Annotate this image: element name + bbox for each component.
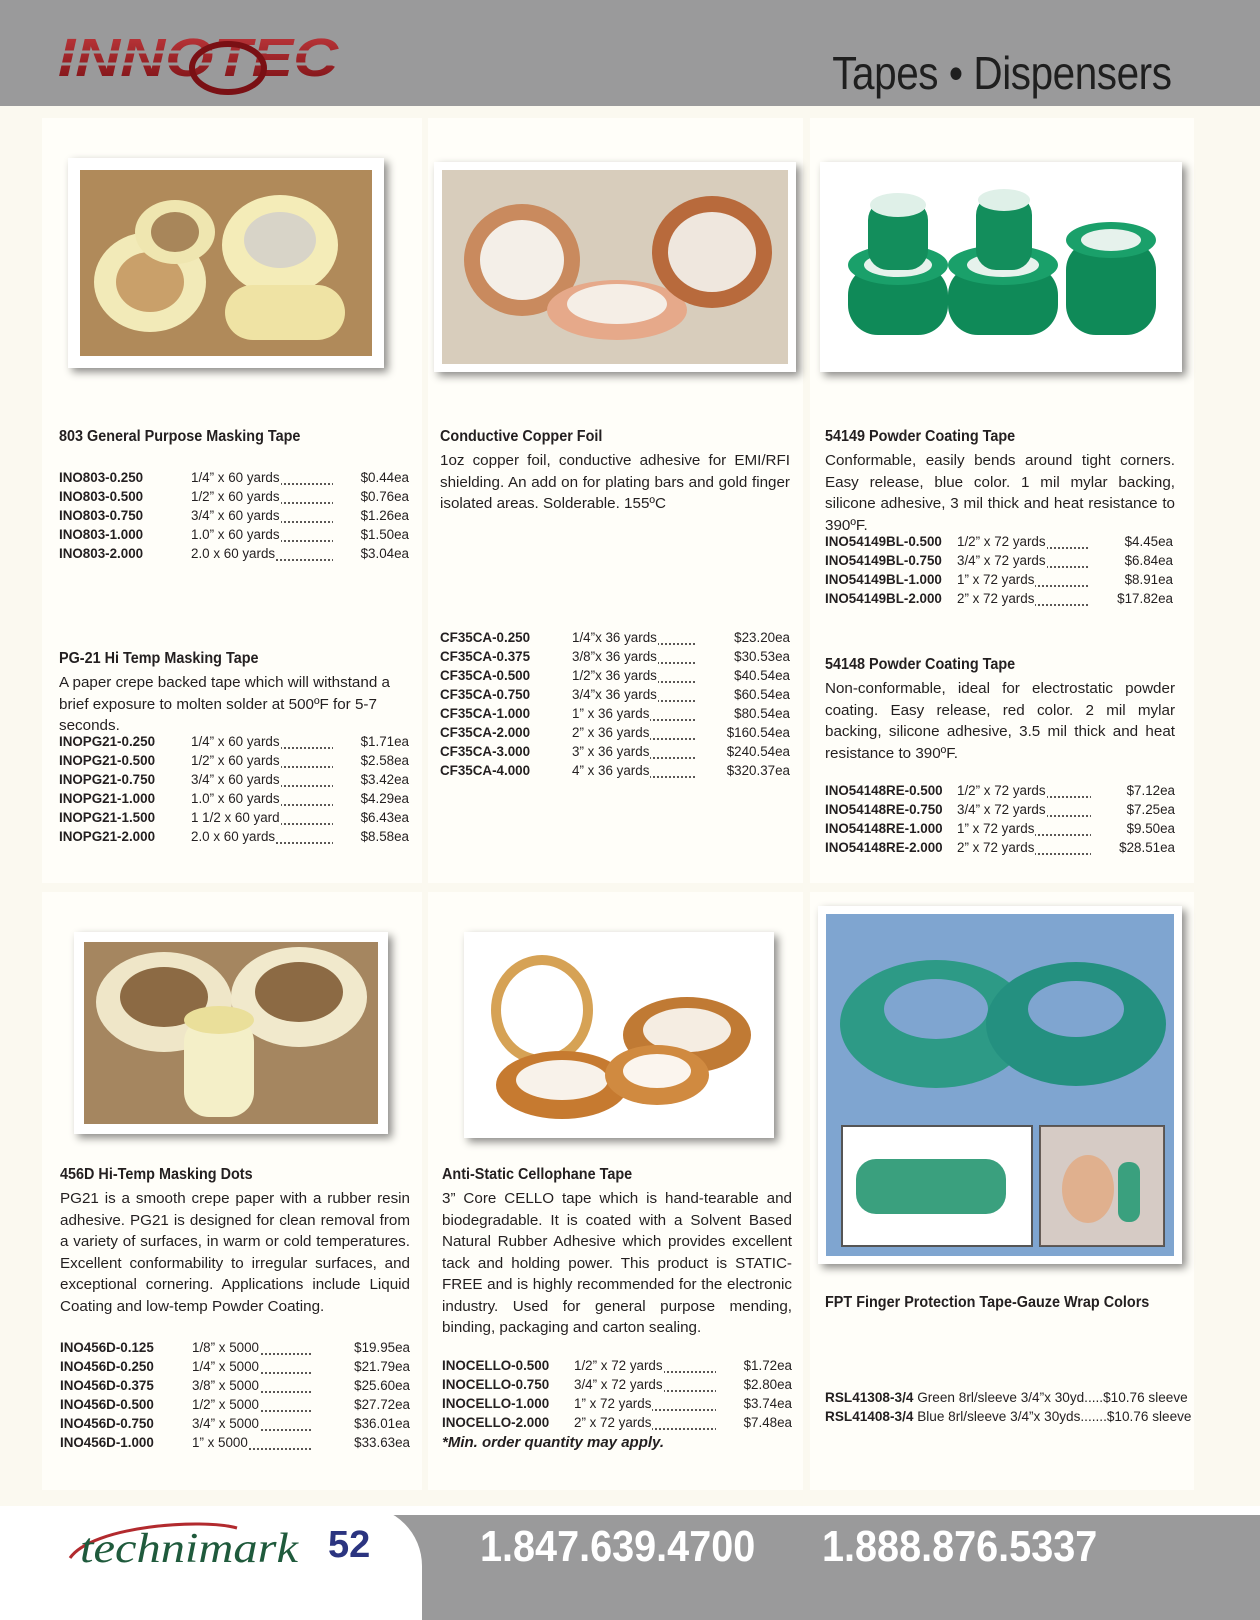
- size: 1/2” x 72 yards: [957, 781, 1091, 800]
- sku: INOPG21-0.250: [59, 734, 156, 749]
- price: $7.48ea: [743, 1415, 792, 1430]
- price: $33.63ea: [354, 1435, 410, 1450]
- table-row: [59, 827, 409, 846]
- price: $7.25ea: [1126, 802, 1175, 817]
- price: $3.74ea: [743, 1396, 792, 1411]
- table-row: [59, 487, 409, 506]
- price: $8.58ea: [360, 829, 409, 844]
- price: $1.26ea: [360, 508, 409, 523]
- size: 1/4” x 60 yards: [191, 468, 333, 487]
- sku: INOCELLO-0.500: [442, 1358, 550, 1373]
- section-desc-pg21: A paper crepe backed tape which will withstand a brief exposure to molten solder at 500ºF for 5-7 seconds.: [59, 674, 390, 734]
- section-title-54148: 54148 Powder Coating Tape: [825, 656, 1016, 673]
- masking-dots-photo: [74, 932, 388, 1134]
- table-row: [59, 506, 409, 525]
- sku: INO54148RE-2.000: [825, 840, 943, 855]
- fpt-line-green: [825, 1390, 1188, 1405]
- size: 3/4” x 72 yards: [957, 551, 1090, 570]
- sku: INO456D-1.000: [60, 1435, 154, 1450]
- table-row: [442, 1394, 792, 1413]
- table-row: [60, 1395, 410, 1414]
- size: 1/4” x 5000: [192, 1357, 312, 1376]
- size: 3/4” x 72 yards: [957, 800, 1091, 819]
- sku: INO803-0.750: [59, 508, 144, 523]
- sku: INO803-0.500: [59, 489, 144, 504]
- price: $160.54ea: [726, 725, 790, 740]
- phone-number-1: 1.847.639.4700: [480, 1522, 756, 1571]
- size: 1” x 36 yards: [572, 704, 697, 723]
- price: $1.71ea: [360, 734, 409, 749]
- sku: CF35CA-0.500: [440, 668, 531, 683]
- price-table-456d: [60, 1338, 410, 1452]
- table-row: [59, 808, 409, 827]
- size: 3/4”x 36 yards: [572, 685, 697, 704]
- price: $60.54ea: [734, 687, 790, 702]
- price: $30.53ea: [734, 649, 790, 664]
- table-row: [59, 525, 409, 544]
- table-row: [825, 589, 1173, 608]
- price-table-803: [59, 468, 409, 563]
- table-row: [59, 732, 409, 751]
- sku: CF35CA-0.250: [440, 630, 531, 645]
- table-row: [442, 1375, 792, 1394]
- size: 1/2” x 60 yards: [191, 751, 333, 770]
- table-row: [440, 685, 790, 704]
- price: $7.12ea: [1126, 783, 1175, 798]
- size: 1/4” x 60 yards: [191, 732, 333, 751]
- size: 2” x 72 yards: [957, 589, 1090, 608]
- table-row: [825, 570, 1173, 589]
- line-text: Blue 8rl/sleeve 3/4”x 30yds.......$10.76 sleeve: [913, 1409, 1192, 1424]
- price: $17.82ea: [1117, 591, 1173, 606]
- table-row: [59, 789, 409, 808]
- sku: INO54148RE-0.500: [825, 783, 943, 798]
- sku: INO54149BL-0.500: [825, 534, 942, 549]
- size: 1 1/2 x 60 yard: [191, 808, 333, 827]
- sku: INOCELLO-2.000: [442, 1415, 550, 1430]
- size: 1” x 5000: [192, 1433, 312, 1452]
- price: $25.60ea: [354, 1378, 410, 1393]
- price: $19.95ea: [354, 1340, 410, 1355]
- section-title-cellophane: Anti-Static Cellophane Tape: [442, 1166, 633, 1183]
- size: 1/8” x 5000: [192, 1338, 312, 1357]
- price: $3.42ea: [360, 772, 409, 787]
- size: 3/4” x 72 yards: [574, 1375, 716, 1394]
- price: $4.45ea: [1124, 534, 1173, 549]
- table-row: [825, 551, 1173, 570]
- table-row: [440, 723, 790, 742]
- table-row: [442, 1356, 792, 1375]
- table-row: [59, 544, 409, 563]
- section-title-54149: 54149 Powder Coating Tape: [825, 428, 1016, 445]
- section-desc-54148: Non-conformable, ideal for electrostatic powder coating. Easy release, red color. 2 mil mylar backing, silicone adhesive, 3.5 mil thick and heat resistance to 390ºF.: [825, 680, 1175, 762]
- sku: CF35CA-0.375: [440, 649, 531, 664]
- masking-tape-photo: [68, 158, 384, 368]
- price: $0.76ea: [360, 489, 409, 504]
- price: $1.72ea: [743, 1358, 792, 1373]
- section-title-fpt: FPT Finger Protection Tape-Gauze Wrap Colors: [825, 1294, 1150, 1311]
- table-row: [60, 1376, 410, 1395]
- size: 2.0 x 60 yards: [191, 827, 333, 846]
- sku: INO456D-0.375: [60, 1378, 154, 1393]
- price: $2.58ea: [360, 753, 409, 768]
- sku: INO54149BL-0.750: [825, 553, 942, 568]
- table-row: [60, 1357, 410, 1376]
- table-row: [60, 1433, 410, 1452]
- price: $21.79ea: [354, 1359, 410, 1374]
- sku: INO54148RE-0.750: [825, 802, 943, 817]
- price: $4.29ea: [360, 791, 409, 806]
- price: $320.37ea: [726, 763, 790, 778]
- section-title-803: 803 General Purpose Masking Tape: [59, 428, 301, 445]
- size: 3/4” x 5000: [192, 1414, 312, 1433]
- table-row: [440, 628, 790, 647]
- sku: CF35CA-4.000: [440, 763, 531, 778]
- svg-text:INNOTEC: INNOTEC: [58, 28, 340, 88]
- table-row: [440, 647, 790, 666]
- sku: INOPG21-0.750: [59, 772, 156, 787]
- price-table-cellophane: [442, 1356, 792, 1432]
- price: $40.54ea: [734, 668, 790, 683]
- size: 2” x 72 yards: [957, 838, 1091, 857]
- line-text: Green 8rl/sleeve 3/4”x 30yd.....$10.76 sleeve: [913, 1390, 1188, 1405]
- finger-protection-tape-photo: [818, 906, 1182, 1264]
- technimark-logo: [52, 1514, 312, 1586]
- size: 3/4” x 60 yards: [191, 506, 333, 525]
- section-desc-cellophane: 3” Core CELLO tape which is hand-tearable and biodegradable. It is coated with a Solvent Based Natural Rubber Adhesive which provides excellent tack and holding power. This product is STATIC-FREE and is highly recommended for the electronic industry. Used for general purpose mending, binding, packaging and carton sealing.: [442, 1190, 792, 1336]
- price: $9.50ea: [1126, 821, 1175, 836]
- copper-foil-photo: [434, 162, 796, 372]
- page-title: Tapes • Dispensers: [832, 47, 1172, 99]
- size: 4” x 36 yards: [572, 761, 697, 780]
- size: 2” x 36 yards: [572, 723, 697, 742]
- sku: CF35CA-3.000: [440, 744, 531, 759]
- table-row: [825, 532, 1173, 551]
- size: 1/2” x 72 yards: [574, 1356, 716, 1375]
- size: 1/2” x 72 yards: [957, 532, 1090, 551]
- page-number: 52: [328, 1524, 371, 1566]
- table-row: [440, 761, 790, 780]
- size: 3/8” x 5000: [192, 1376, 312, 1395]
- size: 1.0” x 60 yards: [191, 525, 333, 544]
- price: $27.72ea: [354, 1397, 410, 1412]
- sku: INO456D-0.125: [60, 1340, 154, 1355]
- price: $6.43ea: [360, 810, 409, 825]
- price: $0.44ea: [360, 470, 409, 485]
- price: $80.54ea: [734, 706, 790, 721]
- sku: INO456D-0.250: [60, 1359, 154, 1374]
- table-row: [825, 800, 1175, 819]
- size: 1/2”x 36 yards: [572, 666, 697, 685]
- price: $2.80ea: [743, 1377, 792, 1392]
- size: 1” x 72 yards: [957, 819, 1091, 838]
- section-desc-54149: Conformable, easily bends around tight corners. Easy release, blue color. 1 mil mylar backing, silicone adhesive, 3 mil thick and heat resistance to 390ºF.: [825, 452, 1175, 534]
- price-table-54149: [825, 532, 1173, 608]
- sku: INOCELLO-1.000: [442, 1396, 550, 1411]
- size: 1/2” x 5000: [192, 1395, 312, 1414]
- price: $240.54ea: [726, 744, 790, 759]
- svg-text:technimark: technimark: [80, 1526, 300, 1572]
- size: 3” x 36 yards: [572, 742, 697, 761]
- price-table-copper-foil: [440, 628, 790, 780]
- table-row: [442, 1413, 792, 1432]
- powder-coating-tape-photo: [820, 162, 1182, 372]
- size: 3/8”x 36 yards: [572, 647, 697, 666]
- section-title-pg21: PG-21 Hi Temp Masking Tape: [59, 650, 259, 667]
- table-row: [59, 770, 409, 789]
- sku: CF35CA-1.000: [440, 706, 531, 721]
- size: 1” x 72 yards: [574, 1394, 716, 1413]
- price: $1.50ea: [360, 527, 409, 542]
- table-row: [60, 1338, 410, 1357]
- sku: CF35CA-2.000: [440, 725, 531, 740]
- price: $23.20ea: [734, 630, 790, 645]
- section-desc-456d: PG21 is a smooth crepe paper with a rubber resin adhesive. PG21 is designed for clean removal from a variety of surfaces, in warm or cold temperatures. Excellent conformability to irregular surfaces, and exceptional cornering. Applications include Liquid Coating and low-temp Powder Coating.: [60, 1190, 410, 1315]
- size: 1/4”x 36 yards: [572, 628, 697, 647]
- section-desc-copper-foil: 1oz copper foil, conductive adhesive for EMI/RFI shielding. An add on for plating bars and gold finger isolated areas. Solderable. 155ºC: [440, 452, 790, 512]
- sku: INO456D-0.500: [60, 1397, 154, 1412]
- sku: INO54148RE-1.000: [825, 821, 943, 836]
- size: 3/4” x 60 yards: [191, 770, 333, 789]
- section-title-copper-foil: Conductive Copper Foil: [440, 428, 603, 445]
- table-row: [440, 666, 790, 685]
- sku: CF35CA-0.750: [440, 687, 531, 702]
- sku: INO456D-0.750: [60, 1416, 154, 1431]
- table-row: [59, 751, 409, 770]
- sku: INOPG21-1.000: [59, 791, 156, 806]
- sku: RSL41308-3/4: [825, 1390, 914, 1405]
- price: $8.91ea: [1124, 572, 1173, 587]
- table-row: [60, 1414, 410, 1433]
- sku: INO803-1.000: [59, 527, 144, 542]
- table-row: [440, 704, 790, 723]
- table-row: [825, 838, 1175, 857]
- size: 2.0 x 60 yards: [191, 544, 333, 563]
- table-row: [825, 781, 1175, 800]
- phone-number-2: 1.888.876.5337: [822, 1522, 1098, 1571]
- table-row: [440, 742, 790, 761]
- sku: INOPG21-0.500: [59, 753, 156, 768]
- size: 1” x 72 yards: [957, 570, 1090, 589]
- price: $28.51ea: [1119, 840, 1175, 855]
- size: 1/2” x 60 yards: [191, 487, 333, 506]
- sku: RSL41408-3/4: [825, 1409, 914, 1424]
- sku: INOPG21-1.500: [59, 810, 156, 825]
- sku: INO803-0.250: [59, 470, 144, 485]
- price: $36.01ea: [354, 1416, 410, 1431]
- sku: INO803-2.000: [59, 546, 144, 561]
- section-title-456d: 456D Hi-Temp Masking Dots: [60, 1166, 253, 1183]
- price: $3.04ea: [360, 546, 409, 561]
- sku: INOPG21-2.000: [59, 829, 156, 844]
- price-table-pg21: [59, 732, 409, 846]
- price-table-54148: [825, 781, 1175, 857]
- cellophane-tape-photo: [464, 932, 774, 1138]
- table-row: [59, 468, 409, 487]
- fpt-line-blue: [825, 1409, 1192, 1424]
- size: 2” x 72 yards: [574, 1413, 716, 1432]
- innotec-logo: [58, 28, 358, 98]
- sku: INO54149BL-1.000: [825, 572, 942, 587]
- min-order-note: *Min. order quantity may apply.: [442, 1434, 664, 1451]
- sku: INO54149BL-2.000: [825, 591, 942, 606]
- size: 1.0” x 60 yards: [191, 789, 333, 808]
- table-row: [825, 819, 1175, 838]
- sku: INOCELLO-0.750: [442, 1377, 550, 1392]
- price: $6.84ea: [1124, 553, 1173, 568]
